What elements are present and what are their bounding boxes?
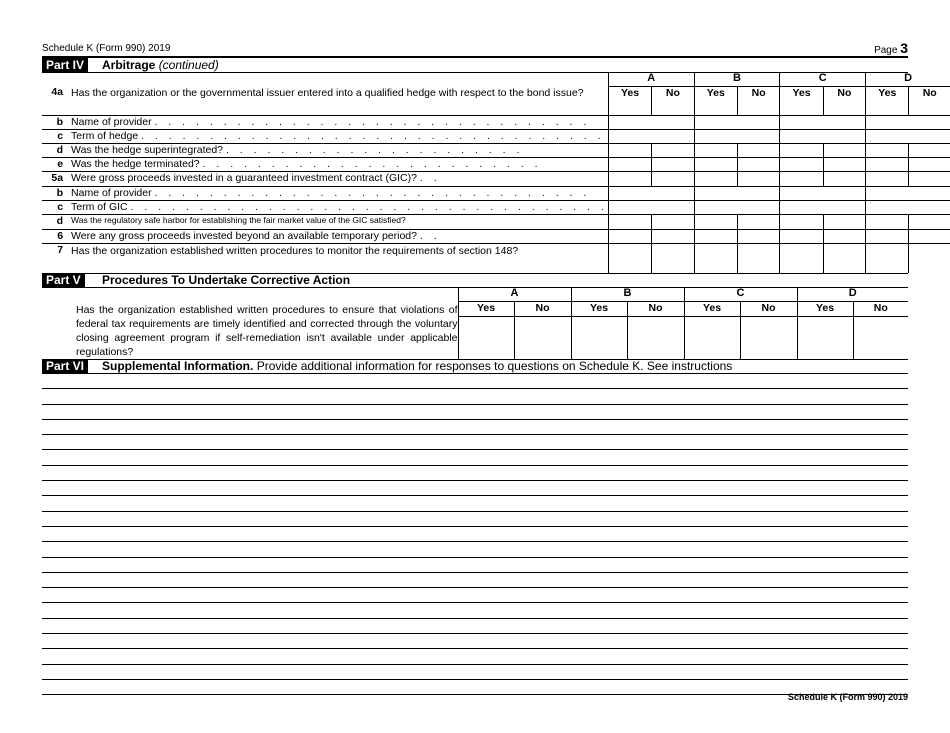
q5d-b-yes[interactable] <box>694 214 737 229</box>
q6-a-no[interactable] <box>652 229 695 243</box>
v-col-b-no-header: No <box>627 301 684 316</box>
q4e-a-no[interactable] <box>652 157 695 171</box>
q5b-answer-d[interactable] <box>866 186 950 200</box>
v-d-no[interactable] <box>853 316 908 359</box>
q4d-text: Was the hedge superintegrated? <box>71 143 224 156</box>
leader-dots: . . <box>419 229 441 242</box>
v-a-yes[interactable] <box>458 316 514 359</box>
page-number-label <box>874 40 908 56</box>
leader-dots: . . . . . . . . . . . . . . . . . . . . . . . . . . . . . . . . . . . <box>130 200 608 213</box>
q4c-answer-b[interactable] <box>694 129 780 143</box>
leader-dots: . . . . . . . . . . . . . . . . . . . . . . . . . . . . . . . . <box>154 115 591 128</box>
q5a-a-yes[interactable] <box>608 171 651 186</box>
q7-b-yes[interactable] <box>694 243 737 273</box>
col-d-yes-header: Yes <box>866 86 909 115</box>
row-4d <box>42 143 950 157</box>
part-v-question-text: Has the organization established written procedures to ensure that violations of federal tax requirements are timely identified and corrected through the voluntary closing agreement program if self-remediation isn't available under applicable regulations? <box>76 304 458 358</box>
row-4e <box>42 157 950 171</box>
part-vi-title <box>102 359 732 373</box>
q7-d-yes[interactable] <box>866 243 909 273</box>
q5c-answer-d[interactable] <box>866 200 950 214</box>
q5c-number: c <box>42 200 67 214</box>
q5c-question <box>67 200 608 214</box>
page-number: 3 <box>900 40 908 56</box>
q4e-d-no[interactable] <box>909 157 950 171</box>
v-col-d-header: D <box>797 287 908 301</box>
q4e-number: e <box>42 157 67 171</box>
part-v-title: Procedures To Undertake Corrective Action <box>102 273 351 287</box>
q4d-b-yes[interactable] <box>694 143 737 157</box>
leader-dots: . . . . . . . . . . . . . . . . . . . . . . . . . <box>202 157 542 170</box>
v-col-c-header: C <box>684 287 797 301</box>
write-line[interactable] <box>42 374 908 389</box>
v-d-yes[interactable] <box>797 316 853 359</box>
q5a-a-no[interactable] <box>652 171 695 186</box>
q4d-b-no[interactable] <box>737 143 780 157</box>
q4c-text: Term of hedge <box>71 129 139 142</box>
q5b-text: Name of provider <box>71 186 152 199</box>
v-b-yes[interactable] <box>571 316 627 359</box>
col-d-no-header: No <box>909 86 950 115</box>
q6-d-yes[interactable] <box>866 229 909 243</box>
q7-text: Has the organization established written procedures to monitor the requirements of section 148? <box>71 244 519 257</box>
write-line[interactable] <box>42 558 908 573</box>
row-7 <box>42 243 950 273</box>
write-line[interactable] <box>42 512 908 527</box>
part-iv-title-text: Arbitrage <box>102 58 156 72</box>
q5a-question <box>67 171 608 186</box>
q5d-text: Was the regulatory safe harbor for establishing the fair market value of the GIC satisfied? <box>71 214 406 225</box>
q4d-a-no[interactable] <box>652 143 695 157</box>
q6-text: Were any gross proceeds invested beyond an available temporary period? <box>71 229 417 242</box>
page-header <box>42 40 908 56</box>
q4a-text: Has the organization or the governmental issuer entered into a qualified hedge with respect to the bond issue? <box>71 87 584 99</box>
q6-a-yes[interactable] <box>608 229 651 243</box>
q7-b-no[interactable] <box>737 243 780 273</box>
q4a-question <box>67 86 608 115</box>
q6-question <box>67 229 608 243</box>
col-a-header: A <box>608 72 694 86</box>
q4b-answer-d[interactable] <box>866 115 950 129</box>
q5d-a-yes[interactable] <box>608 214 651 229</box>
write-line[interactable] <box>42 435 908 450</box>
row-4c <box>42 129 950 143</box>
q5a-c-no[interactable] <box>823 171 866 186</box>
q6-b-yes[interactable] <box>694 229 737 243</box>
row-4a <box>42 86 950 115</box>
q5d-question <box>67 214 608 229</box>
q6-c-yes[interactable] <box>780 229 823 243</box>
q5a-b-yes[interactable] <box>694 171 737 186</box>
q5b-answer-b[interactable] <box>694 186 780 200</box>
write-line[interactable] <box>42 542 908 557</box>
q4b-answer-a[interactable] <box>608 115 694 129</box>
q5d-a-no[interactable] <box>652 214 695 229</box>
q5b-number: b <box>42 186 67 200</box>
q4c-question <box>67 129 608 143</box>
q5a-number: 5a <box>42 171 67 186</box>
q4e-text: Was the hedge terminated? <box>71 157 200 170</box>
v-col-b-yes-header: Yes <box>571 301 627 316</box>
q5c-answer-c[interactable] <box>780 200 866 214</box>
leader-dots: . . . . . . . . . . . . . . . . . . . . . . . . . . . . . . . . <box>154 186 591 199</box>
v-col-a-yes-header: Yes <box>458 301 514 316</box>
q4e-question <box>67 157 608 171</box>
write-line[interactable] <box>42 634 908 649</box>
v-col-c-no-header: No <box>740 301 797 316</box>
col-b-yes-header: Yes <box>694 86 737 115</box>
q5a-d-no[interactable] <box>909 171 950 186</box>
q7-question <box>67 243 608 273</box>
footer-form-name: Schedule K (Form 990) 2019 <box>787 692 908 702</box>
write-line[interactable] <box>42 573 908 588</box>
q4d-d-yes[interactable] <box>866 143 909 157</box>
part-v-header <box>42 273 908 287</box>
write-line[interactable] <box>42 603 908 618</box>
v-b-no[interactable] <box>627 316 684 359</box>
q6-b-no[interactable] <box>737 229 780 243</box>
supplemental-lines[interactable] <box>42 374 908 695</box>
row-5a <box>42 171 950 186</box>
q4b-text: Name of provider <box>71 115 152 128</box>
leader-dots: . . <box>419 171 441 184</box>
q4d-c-no[interactable] <box>823 143 866 157</box>
v-c-yes[interactable] <box>684 316 740 359</box>
q4c-number: c <box>42 129 67 143</box>
q5a-b-no[interactable] <box>737 171 780 186</box>
page-label: Page <box>874 45 898 56</box>
col-b-no-header: No <box>737 86 780 115</box>
part-vi-description: Provide additional information for responses to questions on Schedule K. See instructions <box>256 359 733 373</box>
q5c-answer-b[interactable] <box>694 200 780 214</box>
leader-dots: . . . . . . . . . . . . . . . . . . . . . . . . . . . . . . . . . . <box>141 129 605 142</box>
v-col-a-no-header: No <box>514 301 571 316</box>
col-d-header: D <box>866 72 950 86</box>
q6-c-no[interactable] <box>823 229 866 243</box>
q5a-c-yes[interactable] <box>780 171 823 186</box>
v-col-a-header: A <box>458 287 571 301</box>
arbitrage-table <box>42 72 950 273</box>
q4e-c-yes[interactable] <box>780 157 823 171</box>
write-line[interactable] <box>42 496 908 511</box>
part-iv-title <box>102 58 219 72</box>
q4d-d-no[interactable] <box>909 143 950 157</box>
q5c-text: Term of GIC <box>71 200 128 213</box>
q4b-question <box>67 115 608 129</box>
q6-number: 6 <box>42 229 67 243</box>
q5d-d-no[interactable] <box>909 214 950 229</box>
q5d-c-no[interactable] <box>823 214 866 229</box>
part-vi-title-bold: Supplemental Information. <box>102 359 254 373</box>
q5b-answer-a[interactable] <box>608 186 694 200</box>
q4e-b-no[interactable] <box>737 157 780 171</box>
v-col-d-no-header: No <box>853 301 908 316</box>
q7-number: 7 <box>57 243 64 256</box>
row-5b <box>42 186 950 200</box>
col-b-header: B <box>694 72 780 86</box>
q5a-d-yes[interactable] <box>866 171 909 186</box>
q5d-b-no[interactable] <box>737 214 780 229</box>
q4b-number: b <box>42 115 67 129</box>
write-line[interactable] <box>42 619 908 634</box>
q4d-number: d <box>42 143 67 157</box>
q7-a-no[interactable] <box>652 243 695 273</box>
q4c-answer-d[interactable] <box>866 129 950 143</box>
corrective-action-table <box>42 287 908 359</box>
q5b-answer-c[interactable] <box>780 186 866 200</box>
col-c-header: C <box>780 72 866 86</box>
write-line[interactable] <box>42 665 908 680</box>
q4e-c-no[interactable] <box>823 157 866 171</box>
write-line[interactable] <box>42 420 908 435</box>
q5d-number: d <box>42 214 67 229</box>
col-c-no-header: No <box>823 86 866 115</box>
q4b-answer-c[interactable] <box>780 115 866 129</box>
q6-d-no[interactable] <box>909 229 950 243</box>
q5a-text: Were gross proceeds invested in a guaranteed investment contract (GIC)? <box>71 171 417 184</box>
write-line[interactable] <box>42 680 908 695</box>
write-line[interactable] <box>42 588 908 603</box>
q7-a-yes[interactable] <box>608 243 651 273</box>
write-line[interactable] <box>42 527 908 542</box>
write-line[interactable] <box>42 405 908 420</box>
q4d-c-yes[interactable] <box>780 143 823 157</box>
q5d-c-yes[interactable] <box>780 214 823 229</box>
col-a-no-header: No <box>652 86 695 115</box>
q4b-answer-b[interactable] <box>694 115 780 129</box>
q7-c-no[interactable] <box>823 243 866 273</box>
v-a-no[interactable] <box>514 316 571 359</box>
q4e-b-yes[interactable] <box>694 157 737 171</box>
row-6 <box>42 229 950 243</box>
q5b-question <box>67 186 608 200</box>
part-v-question <box>72 301 458 359</box>
q4c-answer-a[interactable] <box>608 129 694 143</box>
leader-dots: . . . . . . . . . . . . . . . . . . . . . . <box>225 143 524 156</box>
row-5d <box>42 214 950 229</box>
write-line[interactable] <box>42 450 908 465</box>
q4a-number: 4a <box>42 86 67 115</box>
row-4b <box>42 115 950 129</box>
q5d-d-yes[interactable] <box>866 214 909 229</box>
v-col-c-yes-header: Yes <box>684 301 740 316</box>
part-v-tag: Part V <box>42 273 85 287</box>
q4d-a-yes[interactable] <box>608 143 651 157</box>
row-5c <box>42 200 950 214</box>
q4d-question <box>67 143 608 157</box>
part-iv-tag: Part IV <box>42 58 88 72</box>
write-line[interactable] <box>42 649 908 664</box>
q7-c-yes[interactable] <box>780 243 823 273</box>
col-c-yes-header: Yes <box>780 86 823 115</box>
form-name: Schedule K (Form 990) 2019 <box>42 43 171 54</box>
q4e-a-yes[interactable] <box>608 157 651 171</box>
part-vi-tag: Part VI <box>42 359 88 373</box>
q5c-answer-a[interactable] <box>608 200 694 214</box>
q7-d-no[interactable] <box>909 243 950 273</box>
v-c-no[interactable] <box>740 316 797 359</box>
part-iv-title-suffix: (continued) <box>158 58 219 72</box>
part-vi-header <box>42 359 908 373</box>
write-line[interactable] <box>42 389 908 404</box>
write-line[interactable] <box>42 481 908 496</box>
v-col-d-yes-header: Yes <box>797 301 853 316</box>
q4c-answer-c[interactable] <box>780 129 866 143</box>
write-line[interactable] <box>42 466 908 481</box>
col-a-yes-header: Yes <box>608 86 651 115</box>
v-col-b-header: B <box>571 287 684 301</box>
part-iv-header <box>42 58 908 72</box>
q4e-d-yes[interactable] <box>866 157 909 171</box>
